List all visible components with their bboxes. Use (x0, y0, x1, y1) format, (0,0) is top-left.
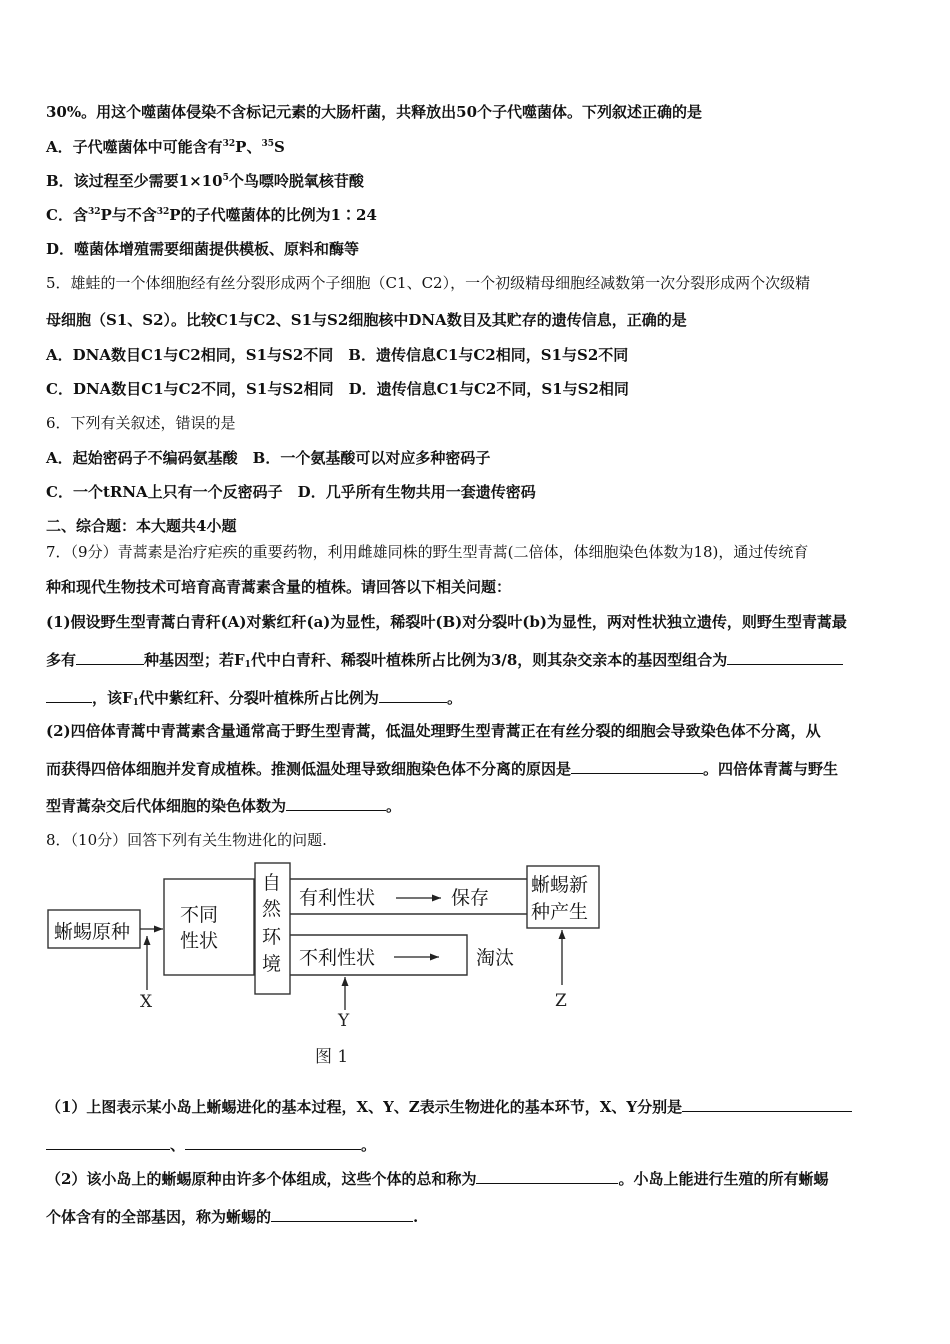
label-y: Y (338, 1011, 350, 1031)
q8-part2-line1: （2）该小岛上的蜥蜴原种由许多个体组成，这些个体的总和称为 。小岛上能进行生殖的所有蜥蜴 (46, 1170, 829, 1188)
section-heading: 二、综合题：本大题共4小题 (46, 517, 237, 535)
q7-part2-line2: 而获得四倍体细胞并发育成植株。推测低温处理导致细胞染色体不分离的原因是 。四倍体青蒿与野生 (46, 760, 839, 778)
different-traits-box (164, 879, 254, 975)
label-env-1: 自 (262, 872, 282, 894)
q7-stem-line2: 种和现代生物技术可培育高青蒿素含量的植株。请回答以下相关问题： (46, 578, 512, 596)
q5-stem-line1: 5．雄蛙的一个体细胞经有丝分裂形成两个子细胞（C1、C2），一个初级精母细胞经减数第一次分裂形成两个次级精 (46, 274, 811, 292)
q7-part2-line3: 型青蒿杂交后代体细胞的染色体数为 。 (46, 797, 402, 815)
q7-part1-line3: ，该$F_1$代中紫红秆、分裂叶植株所占比例为 。 (46, 688, 462, 708)
answer-blank[interactable] (682, 1097, 852, 1112)
label-unfavorable: 不利性状 (299, 947, 376, 969)
label-z: Z (555, 991, 567, 1011)
answer-blank[interactable] (476, 1169, 618, 1184)
label-eliminate: 淘汰 (476, 947, 515, 969)
answer-blank[interactable] (379, 688, 447, 703)
q4-stem-continuation: 30%。用这个噬菌体侵染不含标记元素的大肠杆菌，共释放出50个子代噬菌体。下列叙述正确的是 (46, 103, 703, 121)
label-env-2: 然 (262, 898, 282, 920)
q4-option-c: C．含$^{32}$P与不含$^{32}$P的子代噬菌体的比例为1∶24 (46, 206, 377, 224)
q5-options-ab: A．DNA数目C1与C2相同，S1与S2不同 B．遗传信息C1与C2相同，S1与S2不同 (46, 346, 629, 364)
label-env-4: 境 (262, 953, 282, 975)
answer-blank[interactable] (76, 650, 144, 665)
q8-part2-line2: 个体含有的全部基因，称为蜥蜴的 . (46, 1208, 419, 1226)
answer-blank[interactable] (271, 1207, 413, 1222)
label-new-species-1: 蜥蜴新 (531, 874, 589, 896)
q7-part1-line1: (1)假设野生型青蒿白青秆(A)对紫红秆(a)为显性，稀裂叶(B)对分裂叶(b)为显性，两对性状独立遗传，则野生型青蒿最 (46, 613, 847, 631)
label-env-3: 环 (262, 926, 282, 948)
label-traits-1: 不同 (180, 904, 219, 926)
label-x: X (140, 992, 153, 1012)
answer-blank[interactable] (46, 1135, 170, 1150)
q4-option-d: D．噬菌体增殖需要细菌提供模板、原料和酶等 (46, 240, 360, 258)
answer-blank[interactable] (286, 796, 386, 811)
answer-blank[interactable] (185, 1135, 361, 1150)
q7-part1-line2: 多有 种基因型；若$F_1$代中白青秆、稀裂叶植株所占比例为3/8，则其杂交亲本的基因型组合为 (46, 650, 843, 670)
q4-option-a: A．子代噬菌体中可能含有$^{32}$P、$^{35}$S (46, 138, 285, 156)
q8-part1-line2: 、 。 (46, 1135, 376, 1155)
label-original-species: 蜥蜴原种 (54, 921, 131, 943)
answer-blank[interactable] (727, 650, 843, 665)
q5-options-cd: C．DNA数目C1与C2不同，S1与S2相同 D．遗传信息C1与C2不同，S1与S2相同 (46, 380, 629, 398)
q6-stem: 6．下列有关叙述，错误的是 (46, 414, 236, 432)
label-new-species-2: 种产生 (531, 901, 589, 923)
figure-caption: 图 1 (315, 1047, 349, 1067)
q6-options-cd: C．一个tRNA上只有一个反密码子 D．几乎所有生物共用一套遗传密码 (46, 483, 536, 501)
q8-part1-line1: （1）上图表示某小岛上蜥蜴进化的基本过程，X、Y、Z表示生物进化的基本环节，X、Y分别是 (46, 1097, 852, 1117)
label-favorable: 有利性状 (299, 887, 376, 909)
q5-stem-line2: 母细胞（S1、S2）。比较C1与C2、S1与S2细胞核中DNA数目及其贮存的遗传信息，正确的是 (46, 311, 687, 329)
label-preserve: 保存 (451, 887, 490, 909)
answer-blank[interactable] (571, 759, 703, 774)
q7-part2-line1: (2)四倍体青蒿中青蒿素含量通常高于野生型青蒿，低温处理野生型青蒿正在有丝分裂的细胞会导致染色体不分离，从 (46, 722, 821, 740)
label-traits-2: 性状 (180, 930, 219, 952)
q4-option-b: B．该过程至少需要$1\times 10^5$个鸟嘌呤脱氧核苷酸 (46, 172, 364, 190)
answer-blank[interactable] (46, 688, 92, 703)
q6-options-ab: A．起始密码子不编码氨基酸 B．一个氨基酸可以对应多种密码子 (46, 449, 491, 467)
q8-stem: 8．（10分）回答下列有关生物进化的问题. (46, 831, 327, 849)
evolution-process-diagram (40, 855, 620, 1080)
q7-stem-line1: 7．（9分）青蒿素是治疗疟疾的重要药物，利用雌雄同株的野生型青蒿(二倍体，体细胞染色体数为18)，通过传统育 (46, 543, 809, 561)
